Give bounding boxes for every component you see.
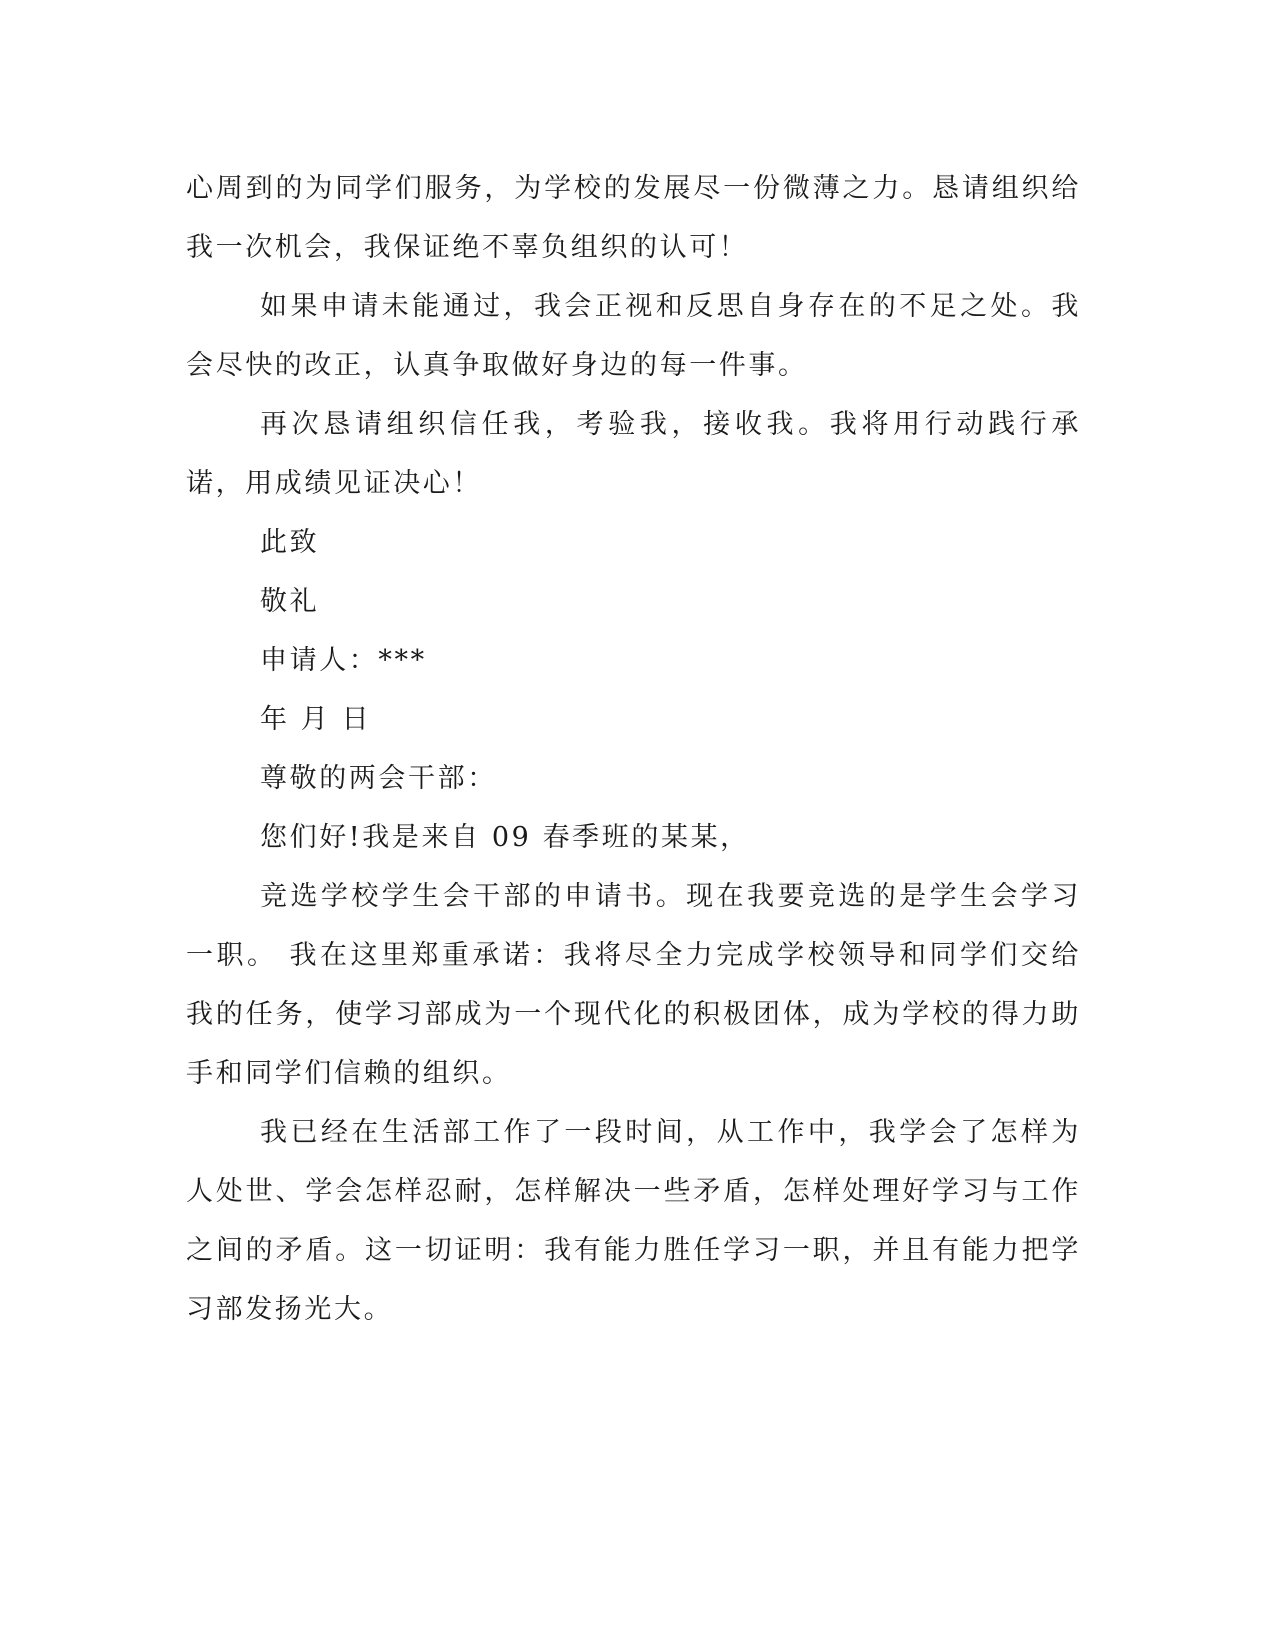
paragraph-candidacy-pledge: 竞选学校学生会干部的申请书。现在我要竞选的是学生会学习一职。 我在这里郑重承诺：我将尽全力完成学校领导和同学们交给我的任务，使学习部成为一个现代化的积极团体，成为学校的得力助手和同学们信赖的组织。 bbox=[186, 881, 1081, 1089]
letter-greeting: 尊敬的两会干部： bbox=[260, 763, 497, 794]
paragraph-experience: 我已经在生活部工作了一段时间，从工作中，我学会了怎样为人处世、学会怎样忍耐，怎样解决一些矛盾，怎样处理好学习与工作之间的矛盾。这一切证明：我有能力胜任学习一职，并且有能力把学习部发扬光大。 bbox=[186, 1117, 1081, 1325]
salutation-jingli: 敬礼 bbox=[260, 586, 320, 617]
paragraph-continuation: 心周到的为同学们服务，为学校的发展尽一份微薄之力。恳请组织给我一次机会，我保证绝不辜负组织的认可！ bbox=[186, 173, 1081, 263]
date-line: 年 月 日 bbox=[260, 704, 372, 735]
paragraph-closing-request: 再次恳请组织信任我，考验我，接收我。我将用行动践行承诺，用成绩见证决心！ bbox=[186, 409, 1081, 499]
applicant-line: 申请人：*** bbox=[260, 645, 427, 676]
introduction-line: 您们好!我是来自 09 春季班的某某， bbox=[260, 822, 750, 853]
paragraph-rejection-response: 如果申请未能通过，我会正视和反思自身存在的不足之处。我会尽快的改正，认真争取做好身边的每一件事。 bbox=[186, 291, 1081, 381]
salutation-cizhi: 此致 bbox=[260, 527, 320, 558]
document-body bbox=[186, 159, 1081, 1339]
